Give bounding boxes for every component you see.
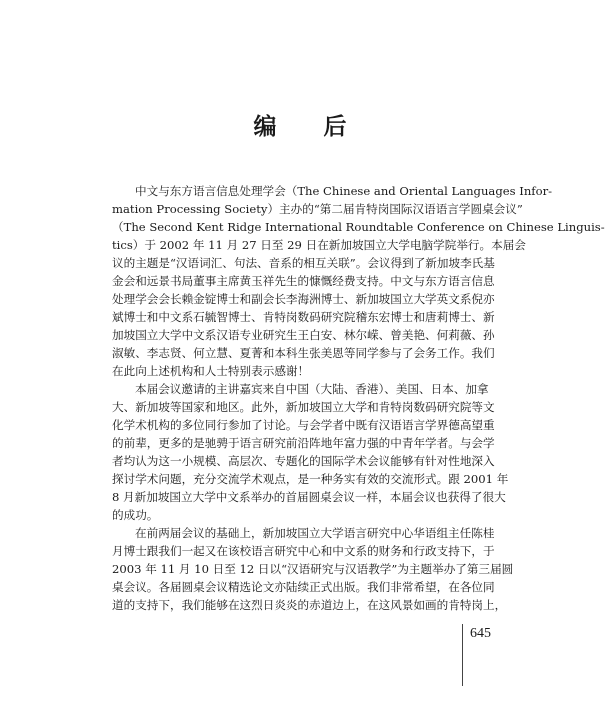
text-line: 的前辈，更多的是驰骋于语言研究前沿阵地年富力强的中青年学者。与会学 (112, 436, 495, 450)
page-number-rule (462, 624, 463, 686)
text-line: 者均认为这一小规模、高层次、专题化的国际学术会议能够有针对性地深入 (112, 454, 495, 468)
text-line: mation Processing Society）主办的“第二届肯特岗国际汉语语言学圆桌会议” (112, 202, 523, 216)
text-line: 的成功。 (112, 508, 159, 522)
text-line: 在此向上述机构和人士特别表示感谢！ (112, 364, 310, 378)
text-line: 淑敏、李志贤、何立慧、夏菁和本科生张美恩等同学参与了会务工作。我们 (112, 346, 495, 360)
page-title: 编 后 (253, 113, 367, 140)
text-line: 化学术机构的多位同行参加了讨论。与会学者中既有汉语语言学界德高望重 (112, 418, 495, 432)
text-line: 月博士跟我们一起又在该校语言研究中心和中文系的财务和行政支持下，于 (112, 544, 495, 558)
text-line: 8 月新加坡国立大学中文系举办的首届圆桌会议一样，本届会议也获得了很大 (112, 490, 506, 504)
text-line: 议的主题是“汉语词汇、句法、音系的相互关联”。会议得到了新加坡李氏基 (112, 256, 495, 270)
text-line: 桌会议。各届圆桌会议精选论文亦陆续正式出版。我们非常希望，在各位同 (112, 580, 495, 594)
text-line: 在前两届会议的基础上，新加坡国立大学语言研究中心华语组主任陈桂 (135, 526, 495, 540)
text-line: 探讨学术问题，充分交流学术观点，是一种务实有效的交流形式。跟 2001 年 (112, 472, 509, 486)
text-line: 处理学会会长赖金锭博士和副会长李海洲博士、新加坡国立大学英文系倪亦 (112, 292, 495, 306)
text-line: tics）于 2002 年 11 月 27 日至 29 日在新加坡国立大学电脑学院举行。本届会 (112, 238, 526, 252)
text-line: 斌博士和中文系石毓智博士、肯特岗数码研究院稽东宏博士和唐莉博士、新 (112, 310, 495, 324)
text-line: 道的支持下，我们能够在这烈日炎炎的赤道边上，在这风景如画的肯特岗上， (112, 598, 507, 612)
text-line: 中文与东方语言信息处理学会（The Chinese and Oriental Languages Infor- (135, 184, 553, 198)
text-line: （The Second Kent Ridge International Roundtable Conference on Chinese Linguis- (112, 220, 605, 234)
text-line: 本届会议邀请的主讲嘉宾来自中国（大陆、香港）、美国、日本、加拿 (135, 382, 489, 396)
text-line: 金会和远景书局董事主席黄玉祥先生的慷慨经费支持。中文与东方语言信息 (112, 274, 495, 288)
text-line: 大、新加坡等国家和地区。此外，新加坡国立大学和肯特岗数码研究院等文 (112, 400, 495, 414)
text-line: 2003 年 11 月 10 日至 12 日以“汉语研究与汉语教学”为主题举办了第三届圆 (112, 562, 514, 576)
page-number: 645 (470, 626, 491, 641)
text-line: 加坡国立大学中文系汉语专业研究生王白安、林尔嵘、曾美艳、何莉薇、孙 (112, 328, 495, 342)
